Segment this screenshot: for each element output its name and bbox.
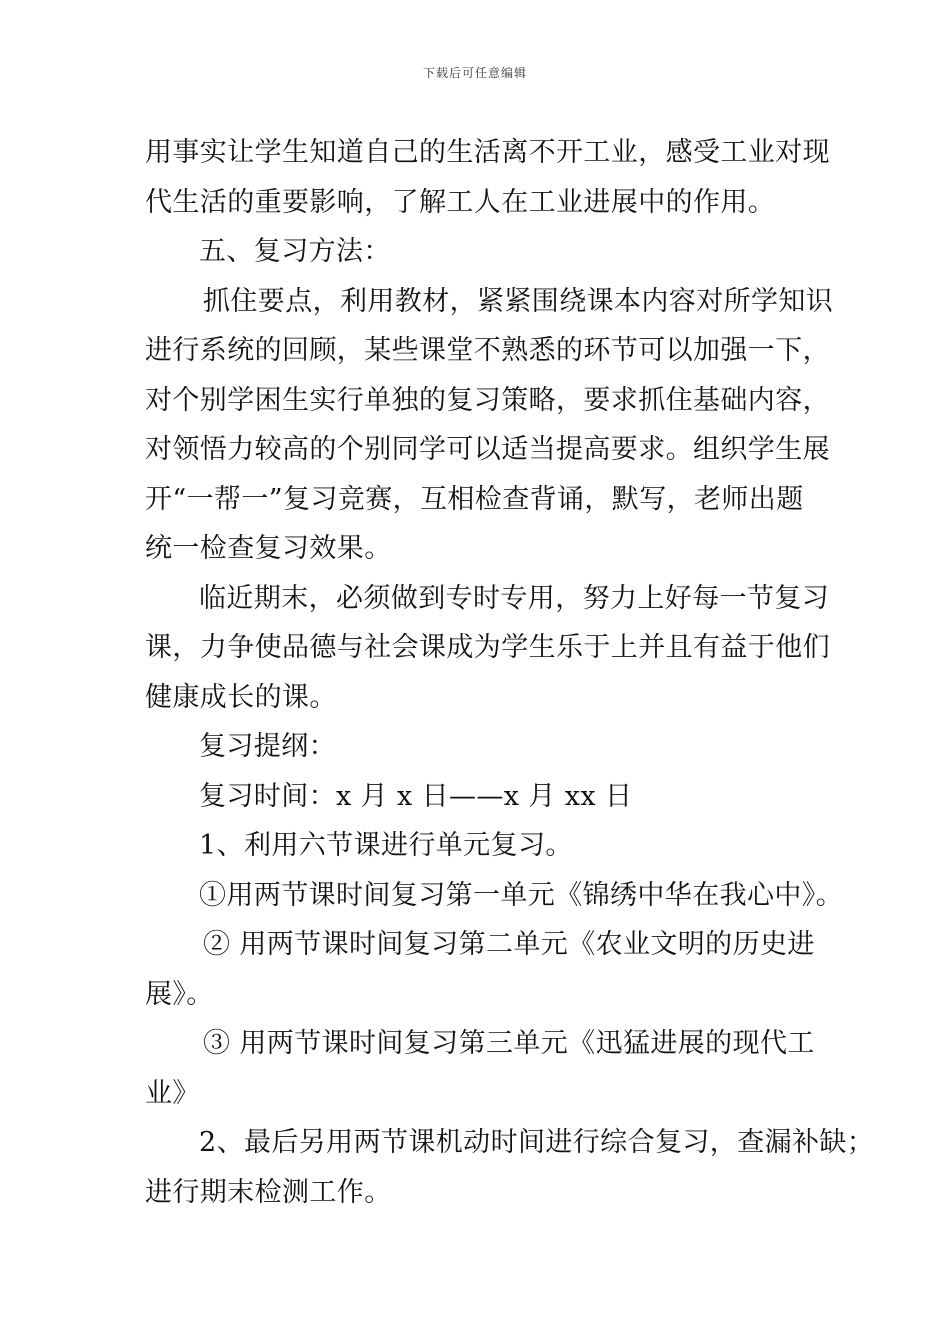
document-body	[145, 128, 875, 1217]
section-heading: 五、复习方法：	[199, 236, 391, 267]
paragraph-line: 开“一帮一”复习竞赛，互相检查背诵，默写，老师出题	[145, 483, 804, 515]
list-item: 2、最后另用两节课机动时间进行综合复习，查漏补缺；	[199, 1127, 875, 1158]
paragraph-line: 用事实让学生知道自己的生活离不开工业，感受工业对现	[145, 137, 830, 168]
paragraph-line: 统一检查复习效果。	[145, 533, 392, 564]
list-item-continuation: 展》。	[145, 978, 214, 1010]
list-item-continuation: 进行期末检测工作。	[145, 1176, 392, 1208]
list-item-continuation: 业》	[145, 1077, 200, 1109]
paragraph-line: 抓住要点，利用教材，紧紧围绕课本内容对所学知识	[203, 285, 834, 317]
paragraph-line: 对领悟力较高的个别同学可以适当提高要求。组织学生展	[145, 434, 830, 465]
paragraph-line: 临近期末，必须做到专时专用，努力上好每一节复习	[199, 582, 830, 614]
paragraph-line: 对个别学困生实行单独的复习策略，要求抓住基础内容，	[145, 384, 830, 416]
page-header: 下载后可任意编辑	[422, 66, 527, 80]
list-item: ② 用两节课时间复习第二单元《农业文明的历史进	[203, 929, 815, 960]
list-item: ①用两节课时间复习第一单元《锦绣中华在我心中》。	[199, 879, 844, 911]
paragraph-line: 健康成长的课。	[145, 681, 337, 713]
paragraph-line: 代生活的重要影响，了解工人在工业进展中的作用。	[145, 186, 776, 218]
list-item: 1、利用六节课进行单元复习。	[199, 830, 573, 861]
list-item: ③ 用两节课时间复习第三单元《迅猛进展的现代工	[203, 1028, 815, 1059]
review-time: 复习时间：x 月 x 日——x 月 xx 日	[199, 780, 633, 812]
paragraph-line: 进行系统的回顾，某些课堂不熟悉的环节可以加强一下，	[145, 335, 830, 366]
paragraph-line: 课，力争使品德与社会课成为学生乐于上并且有益于他们	[145, 632, 830, 663]
outline-heading: 复习提纲：	[199, 731, 336, 762]
